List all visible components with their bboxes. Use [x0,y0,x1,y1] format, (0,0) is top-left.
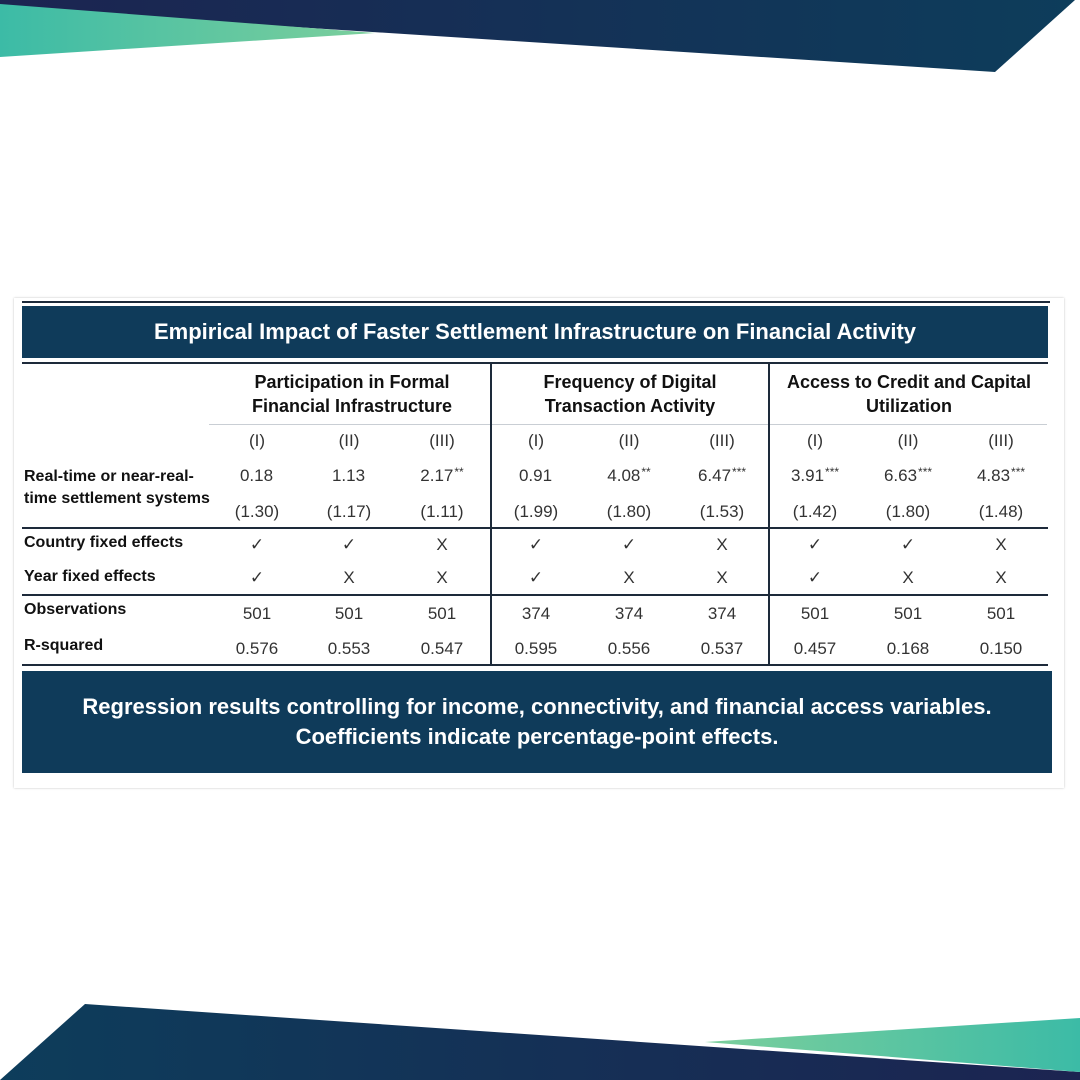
coefficient-value: 6.63 [883,466,918,485]
row-label-country-fe: Country fixed effects [24,534,184,551]
spec-label: (II) [897,431,919,450]
coefficient-cell [682,466,762,486]
country-fe-mark: X [995,535,1007,554]
observations-cell: 501 [986,604,1016,623]
coefficient-value: 4.08 [607,466,641,485]
row-label-r-squared: R-squared [24,637,104,654]
standard-error-cell: (1.99) [513,502,559,521]
row-label-observations: Observations [24,601,127,618]
rule-main-bottom [22,527,1048,529]
coefficient-cell [402,466,482,486]
year-fe-mark: X [902,568,914,587]
year-fe-mark: X [623,568,635,587]
spec-label: (I) [248,431,266,450]
rule-fe-bottom [22,594,1048,596]
significance-stars: ** [641,465,651,479]
table-title: Empirical Impact of Faster Settlement Infrastructure on Financial Activity [22,306,1048,358]
group-header-frequency: Frequency of Digital Transaction Activity [543,372,717,416]
coefficient-cell [868,466,948,486]
r-squared-cell: 0.553 [327,639,371,658]
observations-cell: 501 [800,604,830,623]
spec-label: (III) [709,431,735,450]
standard-error-cell: (1.80) [885,502,931,521]
r-squared-cell: 0.595 [514,639,558,658]
year-fe-mark: X [995,568,1007,587]
row-label-year-fe: Year fixed effects [24,568,156,585]
coefficient-value: 3.91 [790,466,825,485]
rule-group-underline [209,424,1047,425]
year-fe-mark: ✓ [528,568,544,587]
rule-table-bottom [22,664,1048,666]
country-fe-mark: X [436,535,448,554]
year-fe-mark: X [716,568,728,587]
year-fe-mark: X [436,568,448,587]
coefficient-value: 0.18 [239,466,274,485]
coefficient-cell [589,466,669,486]
coefficient-cell [961,466,1041,486]
spec-label: (III) [988,431,1014,450]
country-fe-mark: ✓ [528,535,544,554]
top-rule [22,301,1050,303]
year-fe-mark: ✓ [249,568,265,587]
spec-label: (I) [806,431,824,450]
bottom-banner-decoration [0,1000,1080,1080]
standard-error-cell: (1.11) [420,502,464,521]
spec-label: (II) [338,431,360,450]
observations-cell: 374 [521,604,551,623]
country-fe-mark: ✓ [341,535,357,554]
country-fe-mark: ✓ [900,535,916,554]
year-fe-mark: X [343,568,355,587]
coefficient-value: 6.47 [697,466,732,485]
r-squared-cell: 0.537 [700,639,744,658]
significance-stars: ** [454,465,464,479]
standard-error-cell: (1.48) [978,502,1024,521]
standard-error-cell: (1.42) [792,502,838,521]
coefficient-value: 1.13 [331,466,366,485]
top-banner-decoration [0,0,1080,80]
coefficient-value: 4.83 [976,466,1011,485]
group-header-participation: Participation in Formal Financial Infrastructure [251,372,453,416]
rule-header-top [22,362,1048,364]
observations-cell: 501 [427,604,457,623]
coefficient-cell [496,466,576,486]
country-fe-mark: ✓ [621,535,637,554]
spec-label: (II) [618,431,640,450]
coefficient-cell [217,466,297,486]
country-fe-mark: ✓ [249,535,265,554]
observations-cell: 374 [614,604,644,623]
country-fe-mark: ✓ [807,535,823,554]
r-squared-cell: 0.457 [793,639,837,658]
significance-stars: *** [732,465,747,479]
observations-cell: 501 [893,604,923,623]
observations-cell: 374 [707,604,737,623]
footnote-banner: Regression results controlling for income, connectivity, and financial access variables. Coefficients indicate percentage-point effects. [22,671,1052,773]
observations-cell: 501 [242,604,272,623]
spec-label: (I) [527,431,545,450]
significance-stars: *** [918,465,933,479]
observations-cell: 501 [334,604,364,623]
group-header-credit: Access to Credit and Capital Utilization [786,372,1032,416]
regression-table-card [14,298,1064,788]
significance-stars: *** [1011,465,1026,479]
r-squared-cell: 0.168 [886,639,930,658]
spec-label: (III) [429,431,455,450]
standard-error-cell: (1.30) [234,502,280,521]
coefficient-cell [775,466,855,486]
country-fe-mark: X [716,535,728,554]
coefficient-cell [309,466,389,486]
standard-error-cell: (1.80) [606,502,652,521]
r-squared-cell: 0.576 [235,639,279,658]
standard-error-cell: (1.17) [326,502,372,521]
significance-stars: *** [825,465,840,479]
row-label-settlement: Real-time or near-real-time settlement systems [24,468,210,507]
standard-error-cell: (1.53) [699,502,745,521]
r-squared-cell: 0.150 [979,639,1023,658]
r-squared-cell: 0.547 [420,639,464,658]
coefficient-value: 2.17 [420,466,454,485]
coefficient-value: 0.91 [518,466,553,485]
year-fe-mark: ✓ [807,568,823,587]
r-squared-cell: 0.556 [607,639,651,658]
